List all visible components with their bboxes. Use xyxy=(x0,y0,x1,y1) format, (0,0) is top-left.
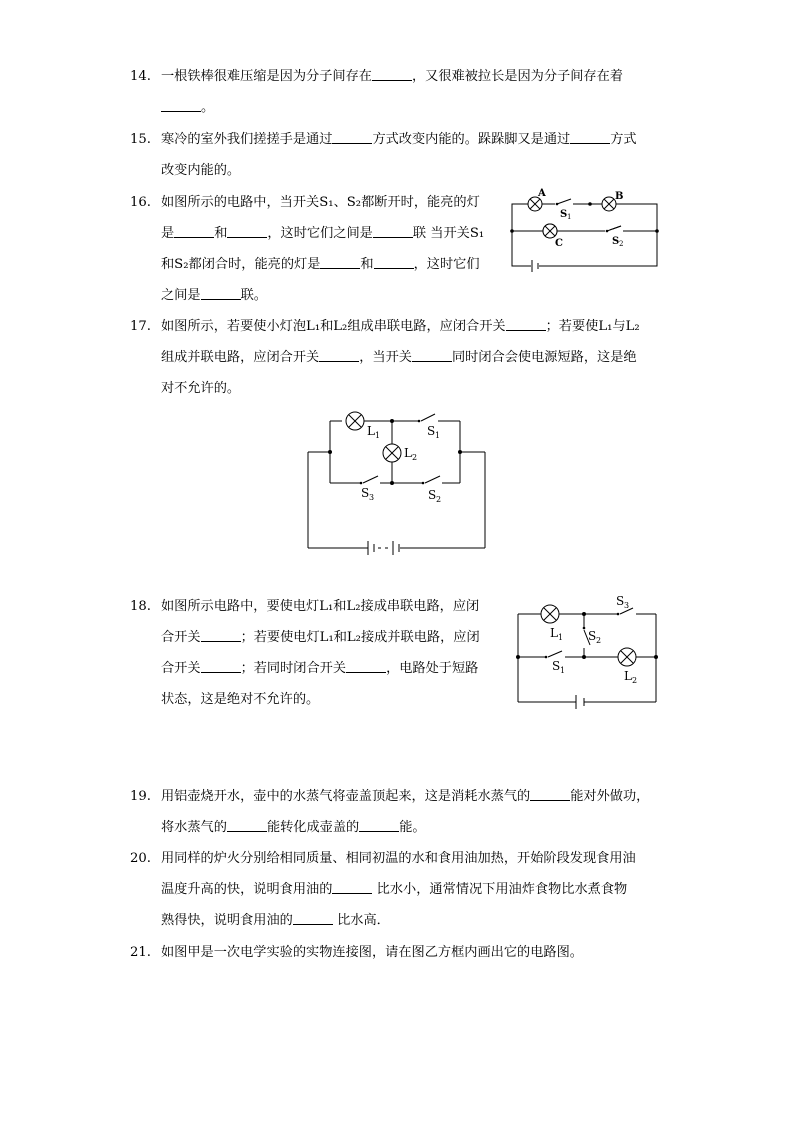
circuit-diagram-18 xyxy=(512,590,664,710)
text: 温度升高的快，说明食用油的 xyxy=(161,882,333,897)
answer-blank[interactable] xyxy=(201,285,241,300)
text: 联。 xyxy=(240,288,267,303)
question-text xyxy=(161,843,636,936)
answer-blank[interactable] xyxy=(332,129,372,144)
lamp-l2-subscript: 2 xyxy=(632,676,638,685)
answer-blank[interactable] xyxy=(372,66,412,81)
text: 对不允许的。 xyxy=(161,381,241,396)
lamp-l2-subscript: 2 xyxy=(412,453,418,462)
question-number: 17. xyxy=(130,319,151,334)
question-number: 19. xyxy=(130,789,151,804)
lamp-l1-subscript: 1 xyxy=(558,633,564,642)
text: 熟得快，说明食用油的 xyxy=(161,913,293,928)
text: 联 当开关S₁ xyxy=(412,226,485,241)
text: ，这时它们之间是 xyxy=(267,226,373,241)
answer-blank[interactable] xyxy=(201,658,241,673)
switch-s2-label: S xyxy=(428,488,437,502)
answer-blank[interactable] xyxy=(161,97,201,112)
text: 一根铁棒很难压缩是因为分子间存在 xyxy=(161,69,372,84)
question-text xyxy=(161,61,623,123)
text: ，当开关 xyxy=(359,350,412,365)
switch-s2-label: S xyxy=(612,236,620,247)
lamp-l2-label: L xyxy=(404,446,412,460)
text: 改变内能的。 xyxy=(161,163,241,178)
text: 将水蒸气的 xyxy=(161,820,227,835)
question-number: 20. xyxy=(130,851,151,866)
text: 和 xyxy=(360,257,374,272)
lamp-l1-label: L xyxy=(550,626,558,640)
text: 方式 xyxy=(610,132,637,147)
text: 合开关 xyxy=(161,661,201,676)
lamp-l1-label: L xyxy=(367,424,375,438)
text: 方式改变内能的。跺跺脚又是通过 xyxy=(372,132,571,147)
answer-blank[interactable] xyxy=(227,223,267,238)
text: 。 xyxy=(201,100,215,115)
question-number: 15. xyxy=(130,132,151,147)
lamp-l2-label: L xyxy=(624,669,632,683)
text: ；若要使L₁与L₂ xyxy=(545,319,640,334)
switch-s3-label: S xyxy=(616,594,625,608)
text: 比水小，通常情况下用油炸食物比水煮食物 xyxy=(372,882,628,897)
switch-s1-label: S xyxy=(552,659,561,673)
question-number: 18. xyxy=(130,599,151,614)
question-text xyxy=(161,187,484,311)
text: ；若要使电灯L₁和L₂接成并联电路，应闭 xyxy=(240,630,480,645)
text: 寒冷的室外我们搓搓手是通过 xyxy=(161,132,333,147)
answer-blank[interactable] xyxy=(570,129,610,144)
text: 组成并联电路，应闭合开关 xyxy=(161,350,320,365)
answer-blank[interactable] xyxy=(320,254,360,269)
answer-blank[interactable] xyxy=(530,786,570,801)
lamp-b-label: B xyxy=(615,191,624,202)
answer-blank[interactable] xyxy=(293,910,333,925)
answer-blank[interactable] xyxy=(412,347,452,362)
switch-s3-subscript: 3 xyxy=(369,493,375,502)
switch-s3-label: S xyxy=(361,486,370,500)
text: 能对外做功， xyxy=(570,789,650,804)
switch-s2-subscript: 2 xyxy=(436,495,442,504)
switch-s3-subscript: 3 xyxy=(624,601,630,610)
text: 状态，这是绝对不允许的。 xyxy=(161,692,320,707)
question-number: 16. xyxy=(130,195,151,210)
text: 和S₂都闭合时，能亮的灯是 xyxy=(161,257,321,272)
question-text xyxy=(161,937,583,968)
text: 用同样的炉火分别给相同质量、相同初温的水和食用油加热，开始阶段发现食用油 xyxy=(161,851,636,866)
text: 能转化成壶盖的 xyxy=(266,820,360,835)
text: 是 xyxy=(161,226,175,241)
answer-blank[interactable] xyxy=(373,223,413,238)
lamp-c-label: C xyxy=(555,238,563,249)
answer-blank[interactable] xyxy=(506,316,546,331)
text: 能。 xyxy=(399,820,426,835)
text: 同时闭合会使电源短路，这是绝 xyxy=(452,350,637,365)
text: 如图所示的电路中，当开关S₁、S₂都断开时，能亮的灯 xyxy=(161,195,480,210)
text: 比水高． xyxy=(332,913,390,928)
switch-s1-subscript: 1 xyxy=(567,213,572,221)
text: ，这时它们 xyxy=(413,257,480,272)
text: ；若同时闭合开关 xyxy=(240,661,347,676)
switch-s1-subscript: 1 xyxy=(560,666,566,675)
switch-s1-subscript: 1 xyxy=(435,431,441,440)
question-text xyxy=(161,124,637,186)
answer-blank[interactable] xyxy=(227,817,267,832)
text: 如图所示电路中，要使电灯L₁和L₂接成串联电路，应闭 xyxy=(161,599,480,614)
text: 合开关 xyxy=(161,630,201,645)
question-text xyxy=(161,781,649,843)
answer-blank[interactable] xyxy=(201,627,241,642)
text: ，又很难被拉长是因为分子间存在着 xyxy=(412,69,623,84)
answer-blank[interactable] xyxy=(319,347,359,362)
text: 如图甲是一次电学实验的实物连接图，请在图乙方框内画出它的电路图。 xyxy=(161,945,583,960)
switch-s2-subscript: 2 xyxy=(596,636,602,645)
lamp-a-label: A xyxy=(538,188,546,199)
answer-blank[interactable] xyxy=(332,879,372,894)
circuit-diagram-16 xyxy=(505,186,665,276)
switch-s2-subscript: 2 xyxy=(619,240,624,248)
lamp-l1-subscript: 1 xyxy=(375,431,381,440)
answer-blank[interactable] xyxy=(346,658,386,673)
text: 之间是 xyxy=(161,288,201,303)
question-text xyxy=(161,591,480,715)
question-number: 14. xyxy=(130,69,151,84)
text: 如图所示，若要使小灯泡L₁和L₂组成串联电路，应闭合开关 xyxy=(161,319,506,334)
question-number: 21. xyxy=(130,945,151,960)
switch-s2-label: S xyxy=(588,629,597,643)
answer-blank[interactable] xyxy=(359,817,399,832)
answer-blank[interactable] xyxy=(374,254,414,269)
text: 和 xyxy=(214,226,228,241)
text: 用铝壶烧开水，壶中的水蒸气将壶盖顶起来，这是消耗水蒸气的 xyxy=(161,789,531,804)
switch-s1-label: S xyxy=(427,424,436,438)
text: ，电路处于短路 xyxy=(386,661,479,676)
answer-blank[interactable] xyxy=(174,223,214,238)
switch-s1-label: S xyxy=(560,209,568,220)
question-text xyxy=(161,311,640,404)
circuit-diagram-17 xyxy=(300,405,500,555)
